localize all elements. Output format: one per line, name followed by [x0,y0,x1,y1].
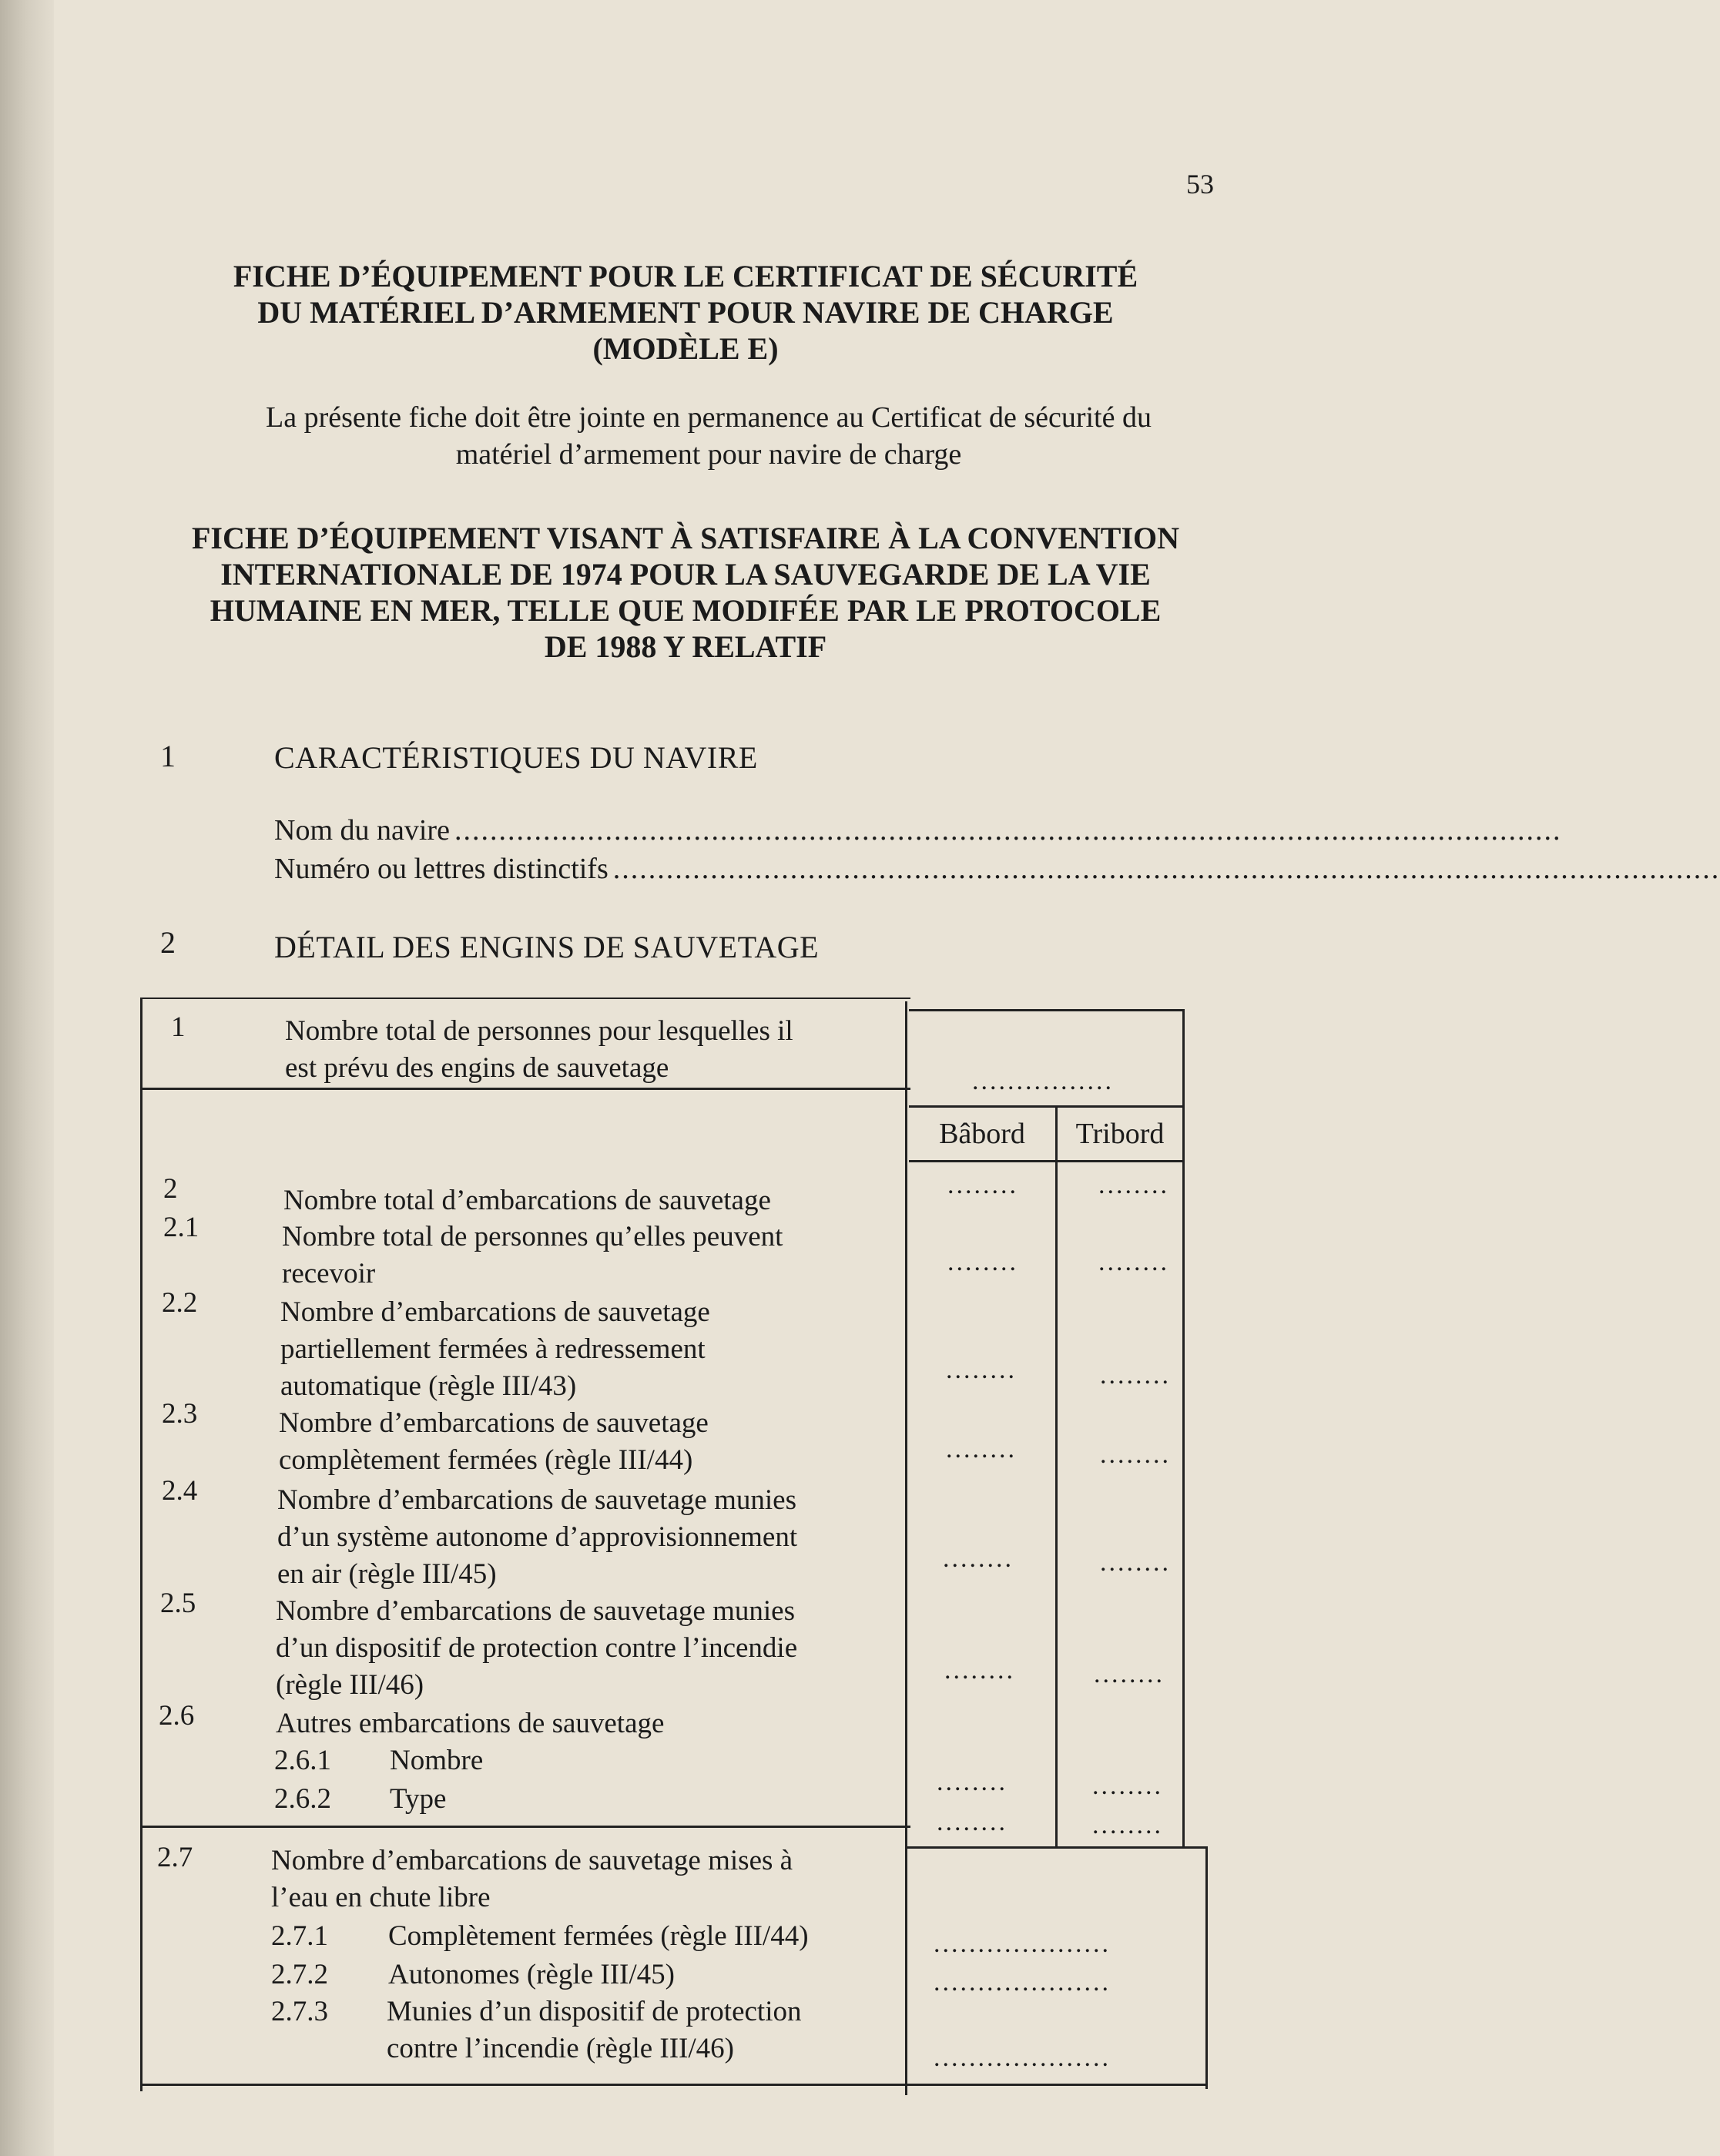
starboard-value[interactable]: ........ [1094,1660,1165,1688]
row-label: Autonomes (règle III/45) [388,1959,675,1990]
row-label-line: contre l’incendie (règle III/46) [387,2033,734,2064]
certificate-title-line: DU MATÉRIEL D’ARMEMENT POUR NAVIRE DE CHARGE [257,295,1114,330]
value-column-divider [905,1001,907,2095]
row-label [387,1993,802,2067]
row-label-line: (règle III/46) [276,1669,424,1701]
ship-name-field[interactable] [274,813,1562,847]
starboard-value[interactable]: ........ [1100,1440,1171,1469]
row-number: 2 [163,1173,178,1205]
row1-value[interactable]: ................ [972,1067,1114,1095]
convention-title-line: FICHE D’ÉQUIPEMENT VISANT À SATISFAIRE À LA CONVENTION [191,521,1180,555]
row1-label-line: Nombre total de personnes pour lesquelles il [285,1015,793,1047]
page-number: 53 [1186,169,1214,200]
section-2-title: DÉTAIL DES ENGINS DE SAUVETAGE [274,930,820,964]
table-border-bottom [140,2084,1208,2086]
row-label [279,1405,709,1479]
row-number: 2.7.2 [271,1959,328,1990]
row-label [280,1294,710,1405]
row-label-line: Nombre d’embarcations de sauvetage mises à [271,1845,793,1876]
port-column-header: Bâbord [939,1118,1025,1150]
port-value[interactable]: ........ [937,1808,1008,1836]
row-number: 2.3 [162,1398,198,1430]
table-border-top-left [140,998,910,999]
port-value[interactable]: ........ [947,1171,1018,1199]
row-label-line: recevoir [282,1258,376,1289]
col-header-top [909,1105,1185,1108]
section-2-number: 2 [160,925,176,960]
row-label [276,1593,797,1704]
col-header-bottom [909,1160,1185,1162]
port-value[interactable]: ........ [946,1356,1017,1384]
row-label-line: Nombre d’embarcations de sauvetage munies [277,1484,796,1516]
convention-title-line: DE 1988 Y RELATIF [544,629,827,664]
row-number: 2.7.3 [271,1996,328,2027]
row-label-line: Nombre d’embarcations de sauvetage [279,1407,709,1439]
port-starboard-divider [1055,1108,1058,1847]
starboard-value[interactable]: ........ [1100,1361,1171,1390]
port-value[interactable]: ........ [937,1768,1008,1796]
row-number: 2.2 [162,1287,198,1319]
row-label-line: Autres embarcations de sauvetage [276,1708,665,1739]
row-label-line: d’un système autonome d’approvisionnement [277,1521,798,1553]
row27-right-top [905,1846,1208,1849]
row-label-line: Nombre d’embarcations de sauvetage [280,1296,710,1328]
row27-value[interactable]: .................... [934,1930,1111,1958]
convention-title-line: INTERNATIONALE DE 1974 POUR LA SAUVEGARDE DE LA VIE [220,557,1151,592]
starboard-column-header: Tribord [1075,1118,1165,1150]
row-number: 2.1 [163,1212,199,1243]
row-label [277,1482,797,1593]
ship-id-field[interactable] [274,852,1720,886]
starboard-value[interactable]: ........ [1100,1548,1171,1577]
table-border-left [140,998,142,2091]
port-value[interactable]: ........ [943,1544,1014,1573]
row-label: Complètement fermées (règle III/44) [388,1920,809,1952]
section-1-title: CARACTÉRISTIQUES DU NAVIRE [274,740,758,775]
row1-divider [140,1088,910,1090]
row-label-line: en air (règle III/45) [277,1558,497,1590]
row27-value[interactable]: .................... [934,2044,1111,2072]
row-number: 2.6.2 [274,1783,331,1815]
convention-title [108,520,1263,665]
row-number: 2.7 [157,1842,193,1873]
certificate-title [108,258,1263,367]
row-label [282,1219,783,1293]
port-value[interactable]: ........ [944,1656,1015,1685]
row-label-line: Nombre total d’embarcations de sauvetage [283,1185,771,1216]
ship-name-blank[interactable]: ............................................................................................................................. [454,814,1562,847]
section-1-number: 1 [160,739,176,773]
ship-id-blank[interactable]: ............................................................................................................................. [612,853,1720,885]
intro-note [154,399,1263,473]
row-label: Type [390,1783,447,1815]
row-number: 2.6 [159,1700,195,1732]
row1-label [285,1013,793,1087]
row-number: 2.7.1 [271,1920,328,1952]
table-border-right-middle [1182,1105,1185,1849]
ship-id-label: Numéro ou lettres distinctifs [274,853,609,885]
port-value[interactable]: ........ [947,1248,1018,1276]
row-number: 2.4 [162,1475,198,1507]
row27-value[interactable]: .................... [934,1968,1111,1997]
row-label [271,1842,793,1916]
certificate-title-line: FICHE D’ÉQUIPEMENT POUR LE CERTIFICAT DE SÉCURITÉ [233,259,1138,293]
intro-note-line: matériel d’armement pour navire de charge [455,438,962,471]
row-label [276,1705,664,1742]
starboard-value[interactable]: ........ [1098,1248,1169,1276]
convention-title-line: HUMAINE EN MER, TELLE QUE MODIFÉE PAR LE PROTOCOLE [210,593,1162,628]
row-number: 2.6.1 [274,1745,331,1776]
table-border-right-lower [1205,1846,1208,2089]
row-label-line: Munies d’un dispositif de protection [387,1996,802,2027]
starboard-value[interactable]: ........ [1098,1171,1169,1199]
row-label [283,1182,771,1219]
row-label-line: Nombre d’embarcations de sauvetage munies [276,1595,795,1627]
ship-name-label: Nom du navire [274,814,450,847]
row-label: Nombre [390,1745,484,1776]
row1-number: 1 [171,1011,186,1043]
row27-divider [140,1826,910,1828]
intro-note-line: La présente fiche doit être jointe en permanence au Certificat de sécurité du [265,401,1152,434]
starboard-value[interactable]: ........ [1092,1772,1163,1800]
row-label-line: l’eau en chute libre [271,1882,491,1913]
table-border-right-upper [1182,1009,1185,1108]
row-number: 2.5 [160,1588,196,1619]
binding-gutter [0,0,54,2156]
row-label-line: d’un dispositif de protection contre l’incendie [276,1632,798,1664]
table-border-top-right [909,1009,1185,1011]
row-label-line: partiellement fermées à redressement [280,1333,706,1365]
row-label-line: Nombre total de personnes qu’elles peuvent [282,1221,783,1252]
certificate-title-line: (MODÈLE E) [592,331,779,366]
row1-label-line: est prévu des engins de sauvetage [285,1052,669,1084]
row-label-line: automatique (règle III/43) [280,1370,577,1402]
row-label-line: complètement fermées (règle III/44) [279,1444,693,1476]
starboard-value[interactable]: ........ [1092,1811,1163,1839]
port-value[interactable]: ........ [946,1435,1017,1464]
